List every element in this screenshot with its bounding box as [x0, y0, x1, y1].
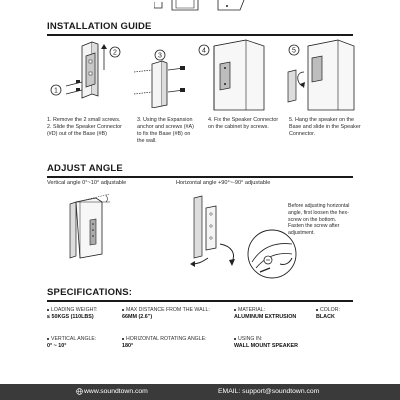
callout-4: 4: [202, 47, 206, 55]
top-product-illustration: [154, 0, 246, 12]
installation-guide-heading: INSTALLATION GUIDE: [47, 21, 152, 32]
step-4-text: 4. Fix the Speaker Connector on the cabinet by screws.: [208, 117, 279, 130]
footer-bar: [0, 384, 400, 400]
adjust-angle-underline: [47, 176, 353, 178]
step-1-2-figure: [46, 38, 132, 112]
callout-1: 1: [54, 87, 58, 95]
spec-loading-weight: LOADING WEIGHT: ≤ 50KGS (110LBS): [47, 307, 98, 320]
spec-max-distance: MAX DISTANCE FROM THE WALL: 66MM (2.6"): [122, 307, 210, 320]
adjust-angle-heading: ADJUST ANGLE: [47, 163, 123, 174]
spec-using-in: USING IN: WALL MOUNT SPEAKER: [234, 336, 298, 349]
horizontal-angle-figure: [188, 192, 248, 272]
horizontal-angle-label: Horizontal angle +90°~-90° adjustable: [176, 180, 271, 186]
vertical-angle-figure: [66, 192, 116, 264]
step-5-text: 5. Hang the speaker on the Base and slide in the Speaker Connector.: [289, 117, 361, 137]
callout-5: 5: [292, 47, 296, 55]
step-3-text: 3. Using the Expansion anchor and screws (#A) to fix the Base (#B) on the wall.: [137, 117, 194, 144]
callout-2: 2: [113, 49, 117, 57]
website-link[interactable]: www.soundtown.com: [84, 388, 148, 395]
support-email-link[interactable]: EMAIL: support@soundtown.com: [218, 388, 320, 395]
spec-vertical-angle: VERTICAL ANGLE: 0° ~ 10°: [47, 336, 97, 349]
specifications-underline: [47, 300, 353, 302]
spec-material: MATERIAL: ALUMINUM EXTRUSION: [234, 307, 297, 320]
step-1-2-text: 1. Remove the 2 small screws. 2. Slide the Speaker Connector (#D) out of the Base (#B): [47, 117, 122, 137]
step-4-figure: [196, 38, 268, 112]
callout-3: 3: [158, 52, 162, 60]
installation-guide-underline: [47, 34, 353, 36]
step-3-figure: [132, 48, 188, 108]
specifications-heading: SPECIFICATIONS:: [47, 287, 133, 298]
spec-color: COLOR: BLACK: [316, 307, 340, 320]
vertical-angle-label: Vertical angle 0°~10° adjustable: [47, 180, 127, 186]
step-5-figure: [284, 38, 356, 112]
globe-icon: [76, 388, 83, 395]
hex-screw-note: Before adjusting horizontal angle, first loosen the hex- screw on the bottom. Fasten the screw after adjustment.: [288, 203, 350, 237]
spec-horizontal-rotating-angle: HORIZONTAL ROTATING ANGLE: 180°: [122, 336, 207, 349]
